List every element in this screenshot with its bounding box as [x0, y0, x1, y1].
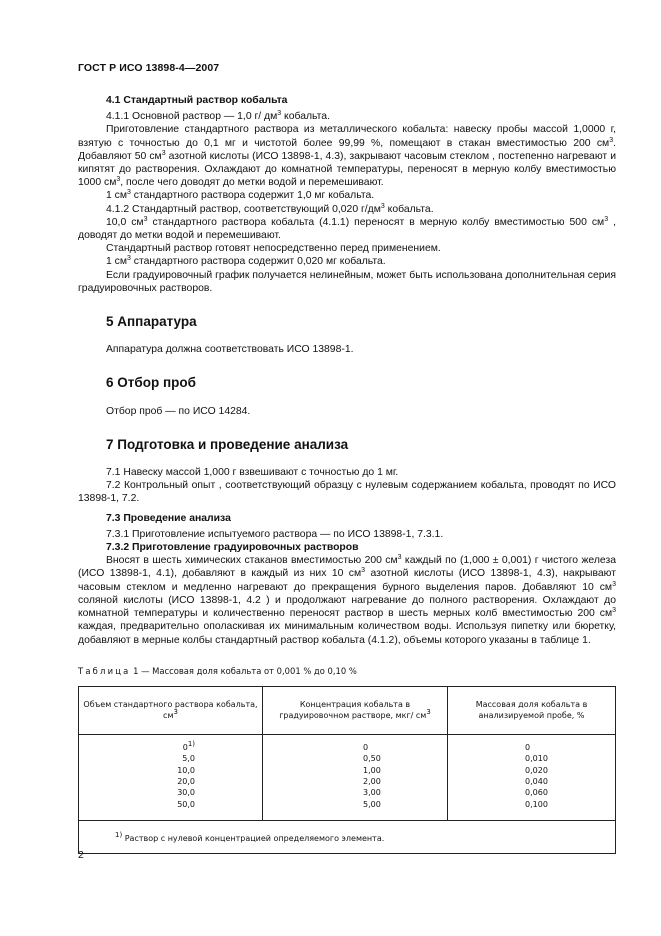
- table-column-concentration: [263, 734, 448, 820]
- page-number: 2: [78, 849, 84, 861]
- para-4-1-2: 4.1.2 Стандартный раствор, соответствующий 0,020 $г/дм^3$ кобальта.: [106, 202, 434, 215]
- para-7-1: 7.1 Навеску массой 1,000 г взвешивают с точностью до 1 мг.: [106, 467, 399, 479]
- heading-4-1: 4.1 Стандартный раствор кобальта: [106, 95, 288, 106]
- table-caption: Таблица 1 — Массовая доля кобальта от 0,001 % до 0,10 %: [78, 665, 357, 676]
- table-cell: 1,00: [363, 765, 381, 775]
- table-cell: 50,0: [177, 799, 195, 809]
- table-cell: 2,00: [363, 776, 381, 786]
- table-column-mass-fraction: [448, 734, 616, 820]
- para-nonlinear: Если градуировочный график получается нелинейным, может быть использована дополнительная серия градуировочных растворов.: [78, 269, 616, 294]
- table-cell: 0,50: [363, 754, 381, 764]
- table-cell: 5,00: [363, 799, 381, 809]
- table-cell: 0: [525, 742, 531, 752]
- table-header-concentration: Концентрация кобальта в градуировочном растворе, мкг/ $см^3$: [263, 686, 448, 734]
- table-column-volume: [79, 734, 263, 820]
- table-cell: 0: [363, 742, 369, 752]
- table-cell: 30,0: [177, 788, 195, 798]
- para-4-1-1: 4.1.1 Основной раствор — 1,0 г/ $дм^3$ кобальта.: [106, 110, 330, 123]
- para-7-2: 7.2 Контрольный опыт , соответствующий образцу с нулевым содержанием кобальта, проводят по ИСО 13898-1, 7.2.: [78, 480, 616, 505]
- para-dilution: 10,0 $см^3$ стандартного раствора кобальта (4.1.1) переносят в мерную колбу вместимостью 500 $см^3$ , доводят до метки водой и перемешивают.: [78, 215, 616, 242]
- para-apparatus: Аппаратура должна соответствовать ИСО 13898-1.: [106, 344, 354, 356]
- heading-section-6: 6 Отбор проб: [106, 375, 196, 391]
- table-header-volume: Объем стандартного раствора кобальта, $см^3$: [79, 686, 263, 734]
- table-cell: 0,040: [525, 776, 548, 786]
- table-footnote: $^{1)}$ Раствор с нулевой концентрацией определяемого элемента.: [79, 821, 616, 853]
- heading-7-3-2: 7.3.2 Приготовление градуировочных растворов: [106, 542, 359, 554]
- heading-section-7: 7 Подготовка и проведение анализа: [106, 436, 349, 452]
- table-cell: 0,010: [525, 754, 548, 764]
- para-sampling: Отбор проб — по ИСО 14284.: [106, 405, 251, 417]
- heading-7-3: 7.3 Проведение анализа: [106, 512, 231, 524]
- para-7-3-1: 7.3.1 Приготовление испытуемого раствора — по ИСО 13898-1, 7.3.1.: [106, 528, 444, 540]
- table-cell: 3,00: [363, 788, 381, 798]
- calibration-table: [78, 686, 616, 854]
- standard-designation: ГОСТ Р ИСО 13898-4—2007: [78, 62, 220, 74]
- table-header-mass-fraction: Массовая доля кобальта в анализируемой пробе, %: [448, 686, 616, 734]
- para-content-0020mg: 1 $см^3$ стандартного раствора содержит 0,020 мг кобальта.: [106, 255, 386, 268]
- para-prepare-before-use: Стандартный раствор готовят непосредственно перед применением.: [106, 243, 441, 255]
- para-calibration-procedure: Вносят в шесть химических стаканов вместимостью 200 $см^3$ каждый по (1,000 ± 0,001) г чистого железа (ИСО 13898-1, 4.1), добавляют в каждый из них 10 $см^3$ азотной кислоты (ИСО 13898-1, 4.3), накрывают часовым стеклом и медленно нагревают до прекращения бурного выделения паров. Добавляют 10 $см^3$ соляной кислоты (ИСО 13898-1, 4.2 ) и продолжают нагревание до полного растворения. Охлаждают до комнатной температуры и количественно переносят раствор в шесть мерных колб вместимостью 200 $см^3$ каждая, предварительно ополаскивая их минимальным количеством воды. Используя пипетку или бюретку, добавляют в мерные колбы стандартный раствор кобальта (4.1.2), объемы которого указаны в таблице 1.: [78, 554, 616, 646]
- table-cell: 0,060: [525, 788, 548, 798]
- para-preparation: Приготовление стандартного раствора из металлического кобальта: навеску пробы массой 1,0000 г, взятую с точностью до 0,1 мг и чистотой более 99,99 %, помещают в стакан вместимостью 200 $см^3$. Добавляют 50 $см^3$ азотной кислоты (ИСО 13898-1, 4.3), закрывают часовым стеклом , постепенно нагревают и кипятят до растворения. Охлаждают до комнатной температуры, переносят в мерную колбу вместимостью 1000 $см^3$, после чего доводят до метки водой и перемешивают.: [78, 124, 617, 189]
- table-cell: 0,020: [525, 765, 548, 775]
- heading-section-5: 5 Аппаратура: [106, 314, 197, 330]
- page-body: [78, 88, 616, 854]
- table-cell: 10,0: [177, 765, 195, 775]
- para-content-1mg: 1 $см^3$ стандартного раствора содержит 1,0 мг кобальта.: [106, 189, 375, 202]
- table-cell: 5,0: [182, 754, 195, 764]
- table-cell: 20,0: [177, 776, 195, 786]
- table-cell: 0,100: [525, 799, 548, 809]
- table-cell: 0$^{1)}$: [182, 739, 195, 752]
